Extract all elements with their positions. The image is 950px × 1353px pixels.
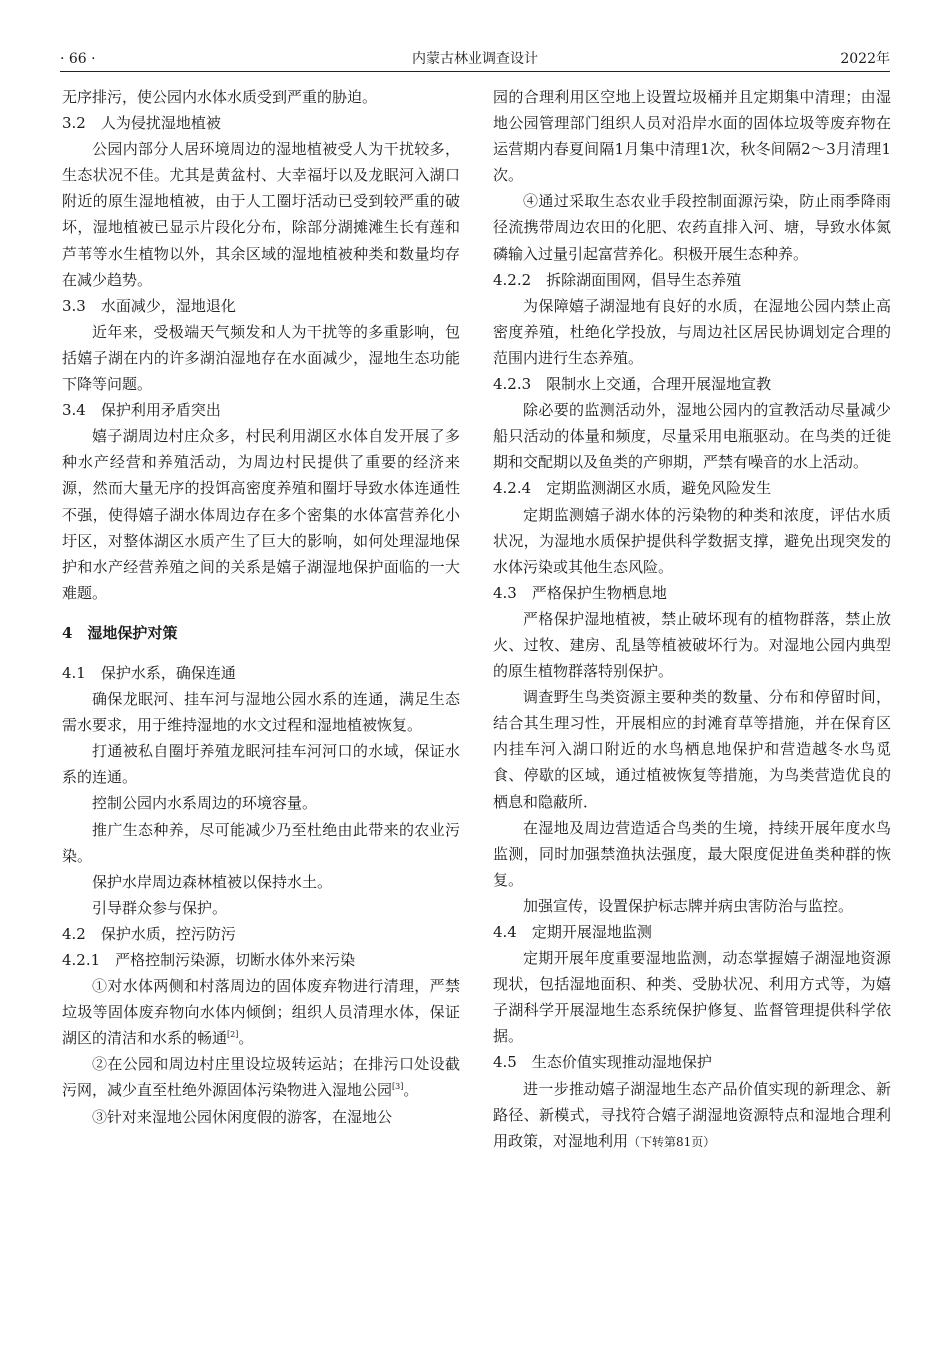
left-column (62, 84, 460, 1130)
section-heading-4-2: 4.2 保护水质，控污防污 (62, 924, 236, 943)
paragraph: ④通过采取生态农业手段控制面源污染，防止雨季降雨径流携带周边农田的化肥、农药直排入河、塘，导致水体氮磷输入过量引起富营养化。积极开展生态种养。 (493, 192, 891, 263)
section-heading-4-2-3: 4.2.3 限制水上交通，合理开展湿地宣教 (493, 375, 772, 394)
right-column (493, 84, 891, 1155)
page-number: · 66 · (60, 51, 96, 67)
paragraph: ③针对来湿地公园休闲度假的游客，在湿地公 (92, 1107, 393, 1126)
paragraph: 引导群众参与保护。 (92, 898, 228, 917)
paragraph: 严格保护湿地植被，禁止破坏现有的植物群落，禁止放火、过牧、建房、乱垦等植被破坏行为。对湿地公园内典型的原生植物群落特别保护。 (493, 609, 891, 681)
paragraph: 近年来，受极端天气频发和人为干扰等的多重影响，包括嬉子湖在内的许多湖泊湿地存在水面减少，湿地生态功能下降等问题。 (62, 322, 460, 394)
paragraph: 定期监测嬉子湖水体的污染物的种类和浓度，评估水质状况，为湿地水质保护提供科学数据支撑，避免出现突发的水体污染或其他生态风险。 (493, 505, 891, 576)
section-heading-4-2-4: 4.2.4 定期监测湖区水质，避免风险发生 (493, 479, 772, 498)
paragraph-text: ①对水体两侧和村落周边的固体废弃物进行清理，严禁垃圾等固体废弃物向水体内倾倒；组织人员清理水体，保证湖区的清洁和水系的畅通 (62, 977, 460, 1048)
paragraph: 控制公园内水系周边的环境容量。 (92, 794, 318, 813)
paragraph: 公园内部分人居环境周边的湿地植被受人为干扰较多，生态状况不佳。尤其是黄盆村、大幸福圩以及龙眠河入湖口附近的原生湿地植被，由于人工圈圩活动已受到较严重的破坏，湿地植被已显示片段化分布，除部分湖摊滩生长有莲和芦苇等水生植物以外，其余区域的湿地植被种类和数量均存在减少趋势。 (62, 140, 460, 289)
paragraph: 调查野生鸟类资源主要种类的数量、分布和停留时间，结合其生理习性，开展相应的封滩育草等措施，并在保育区内挂车河入湖口附近的水鸟栖息地保护和营造越冬水鸟觅食、停歇的区域，通过植被恢复等措施，为鸟类营造优良的栖息和隐蔽所． (493, 688, 891, 811)
section-heading-4-1: 4.1 保护水系，确保连通 (62, 663, 236, 682)
citation: [2] (227, 1030, 239, 1040)
paragraph: 嬉子湖周边村庄众多，村民利用湖区水体自发开展了多种水产经营和养殖活动，为周边村民提供了重要的经济来源，然而大量无序的投饵高密度养殖和圈圩导致水体连通性不强，使得嬉子湖水体周边存在多个密集的水体富营养化小圩区，对整体湖区水质产生了巨大的影响，如何处理湿地保护和水产经营养殖之间的关系是嬉子湖湿地保护面临的一大难题。 (62, 427, 460, 602)
continued-note: （下转第81页） (628, 1134, 716, 1149)
paragraph (62, 1051, 460, 1103)
header-rule (60, 71, 890, 72)
citation: [3] (392, 1082, 404, 1092)
section-heading-3-4: 3.4 保护利用矛盾突出 (62, 401, 221, 420)
section-heading-3-2: 3.2 人为侵扰湿地植被 (62, 114, 221, 133)
paragraph: 无序排污，使公园内水体水质受到严重的胁迫。 (62, 88, 378, 106)
journal-title: 内蒙古林业调查设计 (412, 51, 538, 67)
section-heading-4-4: 4.4 定期开展湿地监测 (493, 923, 652, 941)
section-heading-4-5: 4.5 生态价值实现推动湿地保护 (493, 1053, 712, 1072)
paragraph: 在湿地及周边营造适合鸟类的生境，持续开展年度水鸟监测，同时加强禁渔执法强度，最大限度促进鱼类种群的恢复。 (493, 818, 891, 889)
paragraph: 保护水岸周边森林植被以保持水土。 (92, 872, 333, 891)
paragraph: 园的合理利用区空地上设置垃圾桶并且定期集中清理；由湿地公园管理部门组织人员对沿岸水面的固体垃圾等废弃物在运营期内春夏间隔1月集中清理1次，秋冬间隔2～3月清理1次。 (493, 88, 891, 185)
paragraph: 确保龙眠河、挂车河与湿地公园水系的连通，满足生态需水要求，用于维持湿地的水文过程和湿地植被恢复。 (62, 690, 460, 735)
section-heading-4-3: 4.3 严格保护生物栖息地 (493, 583, 667, 602)
paragraph: 推广生态种养，尽可能减少乃至杜绝由此带来的农业污染。 (62, 820, 460, 865)
paragraph: 除必要的监测活动外，湿地公园内的宣教活动尽量减少船只活动的体量和频度，尽量采用电瓶驱动。在鸟类的迁徙期和交配期以及鱼类的产卵期，严禁有噪音的水上活动。 (493, 401, 891, 472)
paragraph-text: ②在公园和周边村庄里设垃圾转运站；在排污口处设截污网，减少直至杜绝外源固体污染物进入湿地公园 (62, 1055, 460, 1100)
section-heading-4-2-2: 4.2.2 拆除湖面围网，倡导生态养殖 (493, 270, 742, 289)
paragraph: 为保障嬉子湖湿地有良好的水质，在湿地公园内禁止高密度养殖，杜绝化学投放，与周边社区居民协调划定合理的范围内进行生态养殖。 (493, 296, 891, 367)
section-heading-4: 4 湿地保护对策 (62, 623, 178, 642)
paragraph-end: 。 (403, 1081, 419, 1100)
section-heading-4-2-1: 4.2.1 严格控制污染源，切断水体外来污染 (62, 951, 356, 969)
issue-year: 2022年 (840, 51, 890, 67)
section-heading-3-3: 3.3 水面减少，湿地退化 (62, 296, 236, 315)
paragraph: 加强宣传，设置保护标志牌并病虫害防治与监控。 (523, 896, 854, 915)
paragraph-text: 进一步推动嬉子湖湿地生态产品价值实现的新理念、新路径、新模式，寻找符合嬉子湖湿地资源特点和湿地合理利用政策，对湿地利用 (493, 1079, 891, 1150)
paragraph (493, 1076, 891, 1155)
paragraph: 定期开展年度重要湿地监测，动态掌握嬉子湖湿地资源现状，包括湿地面积、种类、受胁状况、利用方式等，为嬉子湖科学开展湿地生态系统保护修复、监督管理提供科学依据。 (493, 949, 891, 1046)
paragraph: 打通被私自圈圩养殖龙眠河挂车河河口的水域，保证水系的连通。 (62, 742, 460, 787)
paragraph (62, 973, 460, 1051)
running-header (60, 48, 890, 70)
paragraph-end: 。 (238, 1029, 254, 1048)
